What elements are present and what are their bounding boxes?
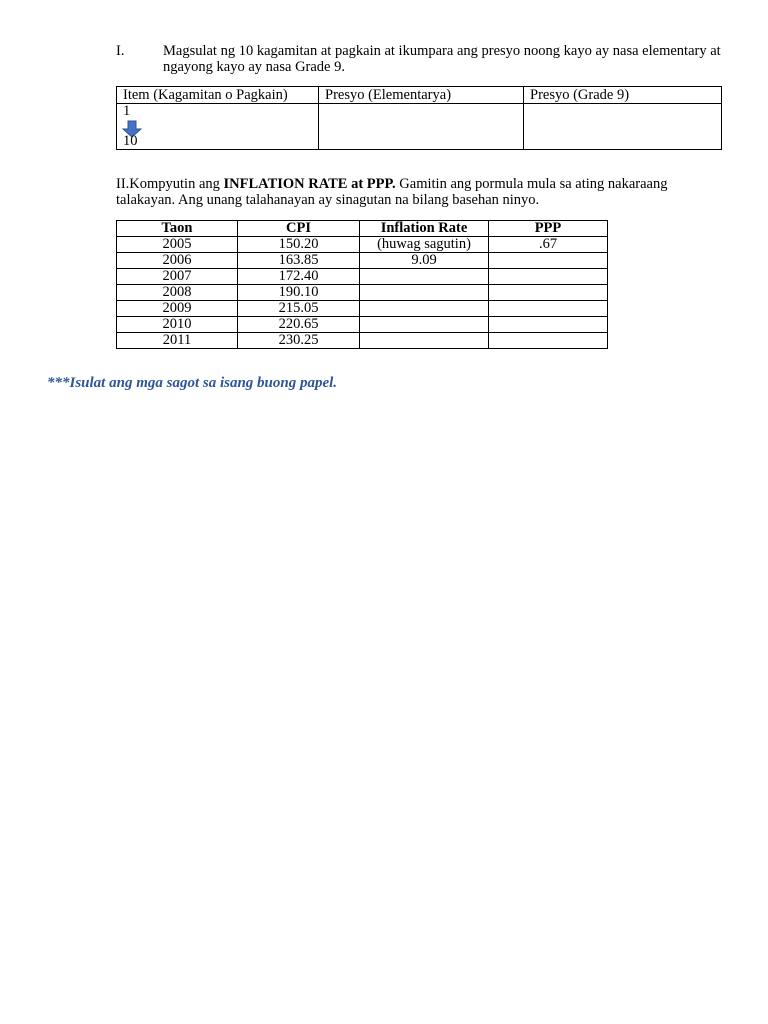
cell-ppp — [489, 333, 608, 349]
section-2-prefix: II.Kompyutin ang — [116, 176, 224, 192]
table-row — [117, 269, 608, 285]
cell-ppp — [489, 301, 608, 317]
section-1-number: I. — [116, 43, 125, 59]
table-row — [117, 104, 722, 150]
column-header-taon: Taon — [117, 221, 238, 237]
cell-taon: 2006 — [117, 253, 238, 269]
column-header-price-grade9: Presyo (Grade 9) — [524, 87, 722, 104]
table-row — [117, 285, 608, 301]
inflation-table — [116, 220, 608, 349]
cell-cpi: 190.10 — [238, 285, 360, 301]
cell-inflation-rate — [360, 317, 489, 333]
cell-cpi: 220.65 — [238, 317, 360, 333]
cell-inflation-rate: (huwag sagutin) — [360, 237, 489, 253]
table-header-row — [117, 87, 722, 104]
table-row — [117, 317, 608, 333]
table-row — [117, 237, 608, 253]
table-row — [117, 253, 608, 269]
table-row — [117, 301, 608, 317]
item-cell — [117, 104, 319, 150]
footnote-instruction: ***Isulat ang mga sagot sa isang buong papel. — [47, 375, 338, 391]
cell-ppp — [489, 253, 608, 269]
column-header-price-elementary: Presyo (Elementarya) — [319, 87, 524, 104]
section-2-bold-text: INFLATION RATE at PPP. — [223, 176, 396, 192]
cell-taon: 2010 — [117, 317, 238, 333]
cell-taon: 2005 — [117, 237, 238, 253]
item-end-number: 10 — [123, 133, 138, 149]
section-2-instruction — [116, 176, 726, 208]
cell-cpi: 150.20 — [238, 237, 360, 253]
section-2-rest: Gamitin ang pormula mula sa ating nakaraang talakayan. Ang unang talahanayan ay sinagutan na bilang basehan ninyo. — [116, 176, 668, 208]
cell-inflation-rate — [360, 301, 489, 317]
cell-taon: 2007 — [117, 269, 238, 285]
cell-inflation-rate — [360, 333, 489, 349]
cell-taon: 2011 — [117, 333, 238, 349]
cell-inflation-rate — [360, 269, 489, 285]
column-header-inflation-rate: Inflation Rate — [360, 221, 489, 237]
item-start-number: 1 — [123, 103, 131, 119]
price-elementary-cell — [319, 104, 524, 150]
cell-taon: 2008 — [117, 285, 238, 301]
cell-inflation-rate: 9.09 — [360, 253, 489, 269]
cell-inflation-rate — [360, 285, 489, 301]
table-header-row — [117, 221, 608, 237]
cell-cpi: 163.85 — [238, 253, 360, 269]
cell-ppp — [489, 269, 608, 285]
cell-cpi: 215.05 — [238, 301, 360, 317]
cell-cpi: 230.25 — [238, 333, 360, 349]
price-grade9-cell — [524, 104, 722, 150]
price-comparison-table — [116, 86, 722, 150]
cell-ppp — [489, 285, 608, 301]
cell-taon: 2009 — [117, 301, 238, 317]
cell-ppp — [489, 317, 608, 333]
table-row — [117, 333, 608, 349]
column-header-cpi: CPI — [238, 221, 360, 237]
column-header-item: Item (Kagamitan o Pagkain) — [117, 87, 319, 104]
cell-cpi: 172.40 — [238, 269, 360, 285]
cell-ppp: .67 — [489, 237, 608, 253]
section-1-instruction: Magsulat ng 10 kagamitan at pagkain at ikumpara ang presyo noong kayo ay nasa elementary at ngayong kayo ay nasa Grade 9. — [163, 43, 721, 75]
column-header-ppp: PPP — [489, 221, 608, 237]
